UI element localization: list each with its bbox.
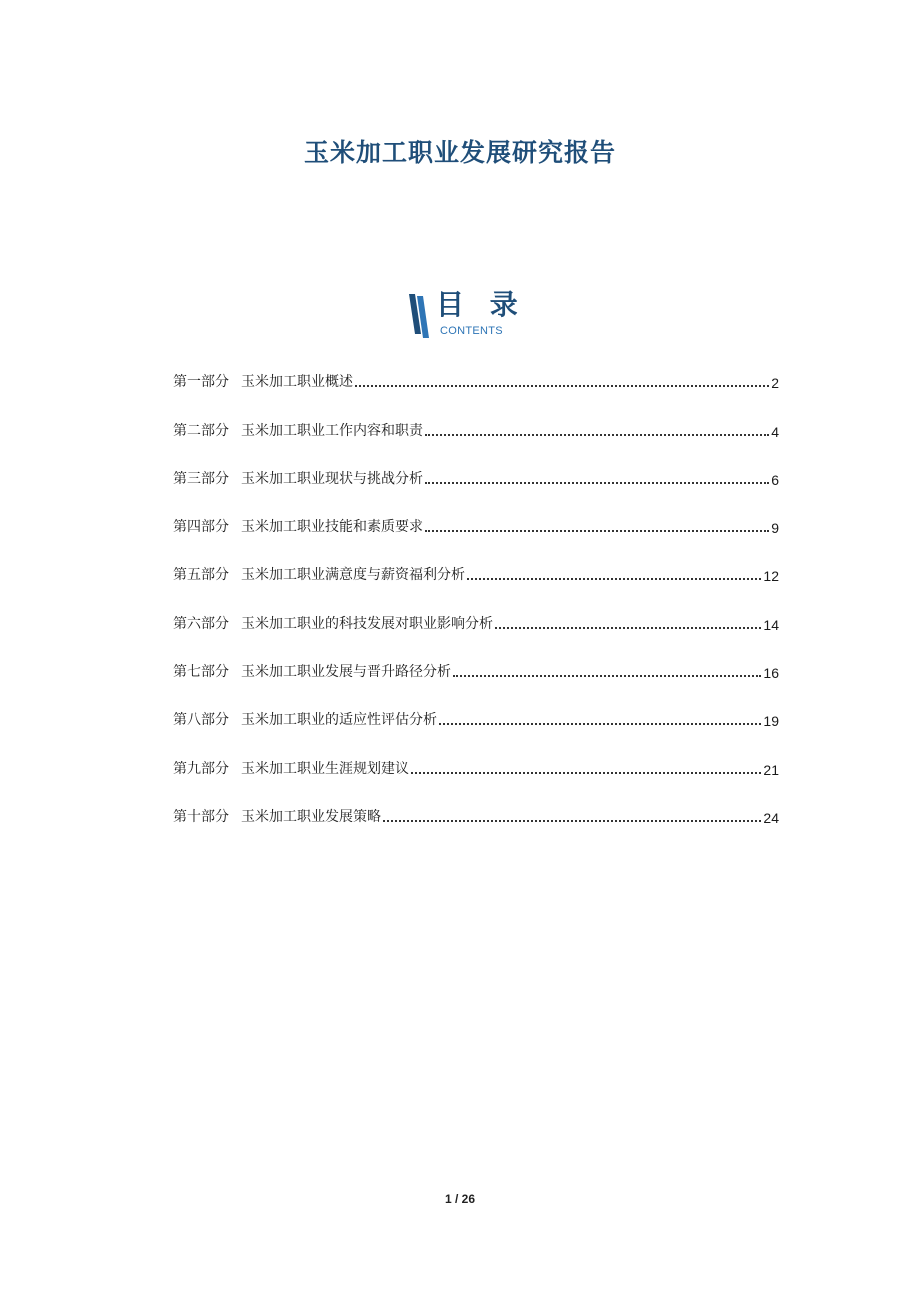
dot-leader bbox=[425, 530, 769, 532]
toc-entry-9[interactable] bbox=[173, 748, 779, 796]
dot-leader bbox=[453, 675, 761, 677]
toc-entry-name: 玉米加工职业现状与挑战分析 bbox=[241, 470, 423, 487]
page-number: 1 / 26 bbox=[444, 1192, 476, 1206]
dot-leader bbox=[411, 772, 761, 774]
toc-header bbox=[407, 288, 527, 342]
toc-entry-page: 4 bbox=[771, 423, 779, 440]
toc-entry-page: 14 bbox=[763, 616, 779, 633]
toc-entry-part: 第八部分 bbox=[173, 712, 229, 729]
toc-entry-1[interactable] bbox=[173, 362, 779, 410]
table-of-contents bbox=[173, 362, 779, 845]
toc-entry-part: 第九部分 bbox=[173, 760, 229, 777]
toc-entry-name: 玉米加工职业工作内容和职责 bbox=[241, 422, 423, 439]
toc-entry-part: 第三部分 bbox=[173, 470, 229, 487]
toc-entry-part: 第十部分 bbox=[173, 808, 229, 825]
toc-entry-name: 玉米加工职业发展策略 bbox=[241, 808, 381, 825]
toc-entry-4[interactable] bbox=[173, 507, 779, 555]
dot-leader bbox=[467, 578, 761, 580]
toc-entry-10[interactable] bbox=[173, 797, 779, 845]
toc-entry-page: 16 bbox=[763, 665, 779, 682]
toc-entry-page: 21 bbox=[763, 761, 779, 778]
toc-entry-name: 玉米加工职业发展与晋升路径分析 bbox=[241, 664, 451, 681]
toc-entry-7[interactable] bbox=[173, 652, 779, 700]
toc-title: 目 录 bbox=[436, 288, 526, 321]
toc-entry-part: 第二部分 bbox=[173, 422, 229, 439]
dot-leader bbox=[355, 385, 769, 387]
toc-entry-8[interactable] bbox=[173, 700, 779, 748]
toc-entry-6[interactable] bbox=[173, 603, 779, 651]
toc-entry-name: 玉米加工职业技能和素质要求 bbox=[241, 519, 423, 536]
toc-entry-5[interactable] bbox=[173, 555, 779, 603]
toc-entry-page: 2 bbox=[771, 375, 779, 392]
toc-entry-name: 玉米加工职业的适应性评估分析 bbox=[241, 712, 437, 729]
toc-entry-name: 玉米加工职业生涯规划建议 bbox=[241, 760, 409, 777]
toc-entry-2[interactable] bbox=[173, 410, 779, 458]
toc-entry-3[interactable] bbox=[173, 459, 779, 507]
toc-entry-part: 第一部分 bbox=[173, 374, 229, 391]
toc-entry-page: 12 bbox=[763, 568, 779, 585]
toc-entry-part: 第六部分 bbox=[173, 615, 229, 632]
toc-entry-page: 9 bbox=[771, 520, 779, 537]
book-stripe-icon bbox=[407, 294, 431, 338]
dot-leader bbox=[439, 723, 761, 725]
dot-leader bbox=[425, 434, 769, 436]
toc-entry-page: 6 bbox=[771, 471, 779, 488]
toc-entry-name: 玉米加工职业概述 bbox=[241, 374, 353, 391]
toc-entry-part: 第七部分 bbox=[173, 664, 229, 681]
dot-leader bbox=[425, 482, 769, 484]
dot-leader bbox=[495, 627, 761, 629]
dot-leader bbox=[383, 820, 761, 822]
toc-entry-page: 24 bbox=[763, 809, 779, 826]
toc-entry-name: 玉米加工职业的科技发展对职业影响分析 bbox=[241, 615, 493, 632]
toc-entry-page: 19 bbox=[763, 713, 779, 730]
toc-subtitle: CONTENTS bbox=[440, 325, 503, 337]
toc-entry-part: 第五部分 bbox=[173, 567, 229, 584]
document-title: 玉米加工职业发展研究报告 bbox=[303, 137, 616, 167]
toc-entry-name: 玉米加工职业满意度与薪资福利分析 bbox=[241, 567, 465, 584]
toc-entry-part: 第四部分 bbox=[173, 519, 229, 536]
